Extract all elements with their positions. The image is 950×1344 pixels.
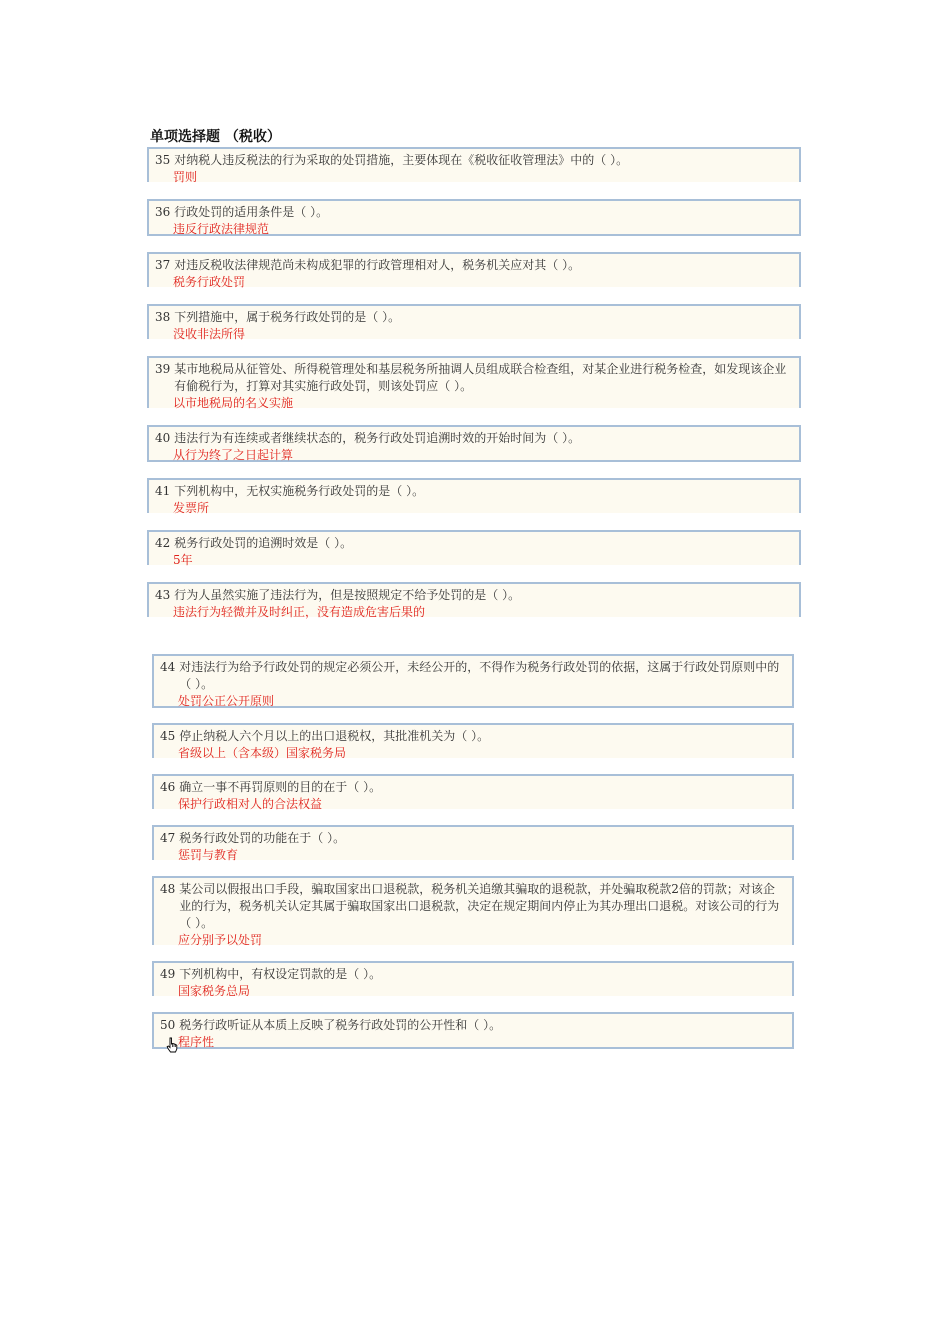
question-number: 38 (155, 310, 171, 324)
question-text: 某市地税局从征管处、所得税管理处和基层税务所抽调人员组成联合检查组，对某企业进行税务检查，如发现该企业有偷税行为，打算对其实施行政处罚，则该处罚应（ ）。 (174, 362, 787, 393)
question-card-42 (147, 530, 801, 565)
question-number: 36 (155, 205, 171, 219)
answer-text: 违反行政法律规范 (173, 222, 270, 236)
question-text: 停止纳税人六个月以上的出口退税权，其批准机关为（ ）。 (179, 729, 490, 743)
question-number: 39 (155, 362, 171, 376)
question-card-40 (147, 425, 801, 462)
question-card-41 (147, 478, 801, 513)
question-card-43 (147, 582, 801, 617)
answer-text: 从行为终了之日起计算 (173, 448, 294, 462)
answer-text: 保护行政相对人的合法权益 (178, 797, 323, 811)
question-text: 税务行政处罚的功能在于（ ）。 (179, 831, 346, 845)
answer-text: 处罚公正公开原则 (178, 694, 275, 708)
question-number: 44 (160, 660, 176, 674)
answer-text: 应分别予以处罚 (178, 933, 263, 947)
question-number: 42 (155, 536, 171, 550)
answer-text: 罚则 (173, 170, 198, 184)
question-card-39 (147, 356, 801, 408)
hand-cursor-icon (166, 1037, 178, 1053)
answer-text: 发票所 (173, 501, 210, 515)
question-number: 49 (160, 967, 176, 981)
answer-text: 以市地税局的名义实施 (173, 396, 294, 410)
question-text: 下列机构中，无权实施税务行政处罚的是（ ）。 (174, 484, 425, 498)
question-number: 50 (160, 1018, 176, 1032)
question-card-50 (152, 1012, 794, 1049)
question-text: 下列措施中，属于税务行政处罚的是（ ）。 (174, 310, 401, 324)
question-card-48 (152, 876, 794, 945)
question-text: 税务行政处罚的追溯时效是（ ）。 (174, 536, 353, 550)
question-text: 确立一事不再罚原则的目的在于（ ）。 (179, 780, 382, 794)
question-number: 45 (160, 729, 176, 743)
page-title: 单项选择题 （税收） (150, 129, 281, 145)
question-card-46 (152, 774, 794, 809)
question-card-37 (147, 252, 801, 287)
answer-text: 税务行政处罚 (173, 275, 246, 289)
question-number: 40 (155, 431, 171, 445)
answer-text: 违法行为轻微并及时纠正，没有造成危害后果的 (173, 605, 426, 619)
answer-text: 省级以上（含本级）国家税务局 (178, 746, 347, 760)
answer-text: 惩罚与教育 (178, 848, 239, 862)
question-number: 41 (155, 484, 171, 498)
question-text: 对违反税收法律规范尚未构成犯罪的行政管理相对人，税务机关应对其（ ）。 (174, 258, 581, 272)
question-number: 37 (155, 258, 171, 272)
question-text: 违法行为有连续或者继续状态的，税务行政处罚追溯时效的开始时间为（ ）。 (174, 431, 581, 445)
answer-text: 没收非法所得 (173, 327, 246, 341)
question-text: 行政处罚的适用条件是（ ）。 (174, 205, 329, 219)
question-number: 48 (160, 882, 176, 896)
question-number: 35 (155, 153, 171, 167)
question-text: 某公司以假报出口手段，骗取国家出口退税款，税务机关追缴其骗取的退税款，并处骗取税款2倍的罚款；对该企业的行为，税务机关认定其属于骗取国家出口退税款，决定在规定期间内停止为其办理出口退税。对该公司的行为（ ）。 (179, 882, 780, 930)
question-card-35 (147, 147, 801, 182)
question-number: 46 (160, 780, 176, 794)
question-card-49 (152, 961, 794, 996)
question-text: 对违法行为给予行政处罚的规定必须公开，未经公开的，不得作为税务行政处罚的依据，这属于行政处罚原则中的（ ）。 (179, 660, 780, 691)
question-number: 43 (155, 588, 171, 602)
question-text: 税务行政听证从本质上反映了税务行政处罚的公开性和（ ）。 (179, 1018, 502, 1032)
question-text: 对纳税人违反税法的行为采取的处罚措施，主要体现在《税收征收管理法》中的（ ）。 (174, 153, 629, 167)
question-card-36 (147, 199, 801, 236)
question-card-47 (152, 825, 794, 860)
question-card-44 (152, 654, 794, 708)
question-card-45 (152, 723, 794, 758)
answer-text: 国家税务总局 (178, 984, 251, 998)
answer-text: 5年 (173, 553, 193, 567)
question-card-38 (147, 304, 801, 339)
answer-text: 程序性 (178, 1035, 215, 1049)
question-text: 行为人虽然实施了违法行为，但是按照规定不给予处罚的是（ ）。 (174, 588, 521, 602)
question-text: 下列机构中，有权设定罚款的是（ ）。 (179, 967, 382, 981)
question-number: 47 (160, 831, 176, 845)
